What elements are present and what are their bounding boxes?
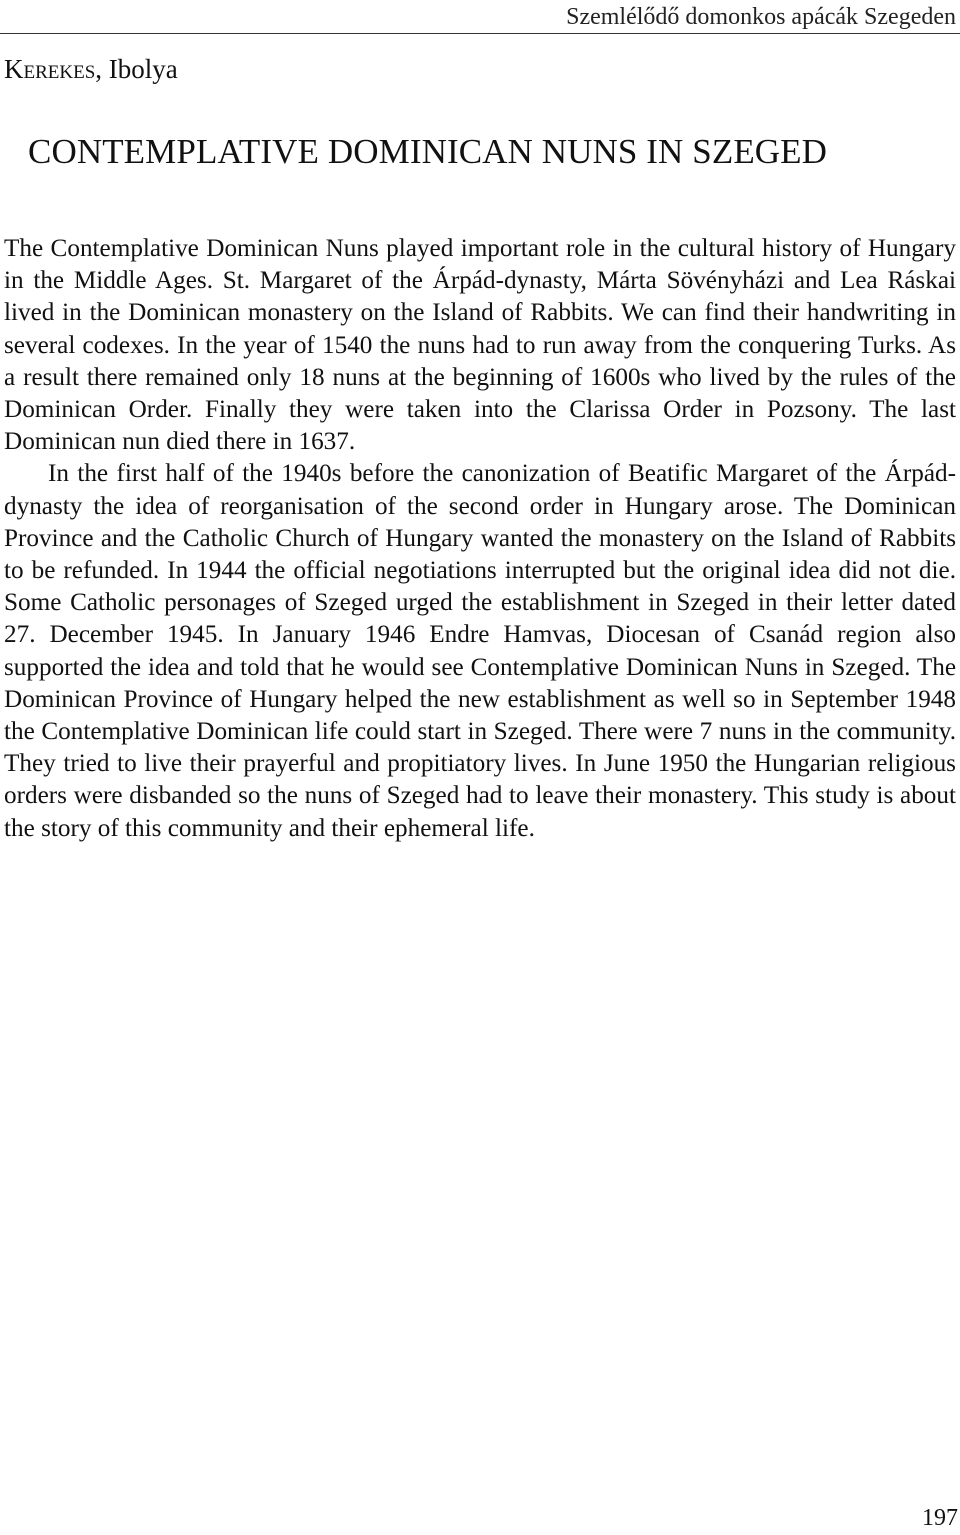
author-separator: ,: [95, 54, 109, 84]
abstract-paragraph-1: The Contemplative Dominican Nuns played important role in the cultural history of Hungary in the Middle Ages. St. Margaret of the Árpád-dynasty, Márta Sövényházi and Lea Ráskai lived in the Dominican monastery on the Island of Rabbits. We can find their handwriting in several codexes. In the year of 1540 the nuns had to run away from the conquering Turks. As a result there remained only 18 nuns at the beginning of 1600s who lived by the rules of the Dominican Order. Finally they were taken into the Clarissa Order in Pozsony. The last Dominican nun died there in 1637.: [4, 235, 956, 456]
author-line: [4, 52, 178, 86]
header-rule: [0, 33, 960, 34]
running-header: Szemlélődő domonkos apácák Szegeden: [566, 4, 956, 30]
article-title: CONTEMPLATIVE DOMINICAN NUNS IN SZEGED: [28, 132, 828, 171]
abstract-paragraph-2: In the first half of the 1940s before the canonization of Beatific Margaret of the Árpád-dynasty the idea of reorganisation of the second order in Hungary arose. The Dominican Province and the Catholic Church of Hungary wanted the monastery on the Island of Rabbits to be refunded. In 1944 the official negotiations interrupted but the original idea did not die. Some Catholic personages of Szeged urged the establishment in Szeged in their letter dated 27. December 1945. In January 1946 Endre Hamvas, Diocesan of Csanád region also supported the idea and told that he would see Contemplative Dominican Nuns in Szeged. The Dominican Province of Hungary helped the new establishment as well so in September 1948 the Contemplative Dominican life could start in Szeged. There were 7 nuns in the community. They tried to live their prayerful and propitiatory lives. In June 1950 the Hungarian religious orders were disbanded so the nuns of Szeged had to leave their monastery. This study is about the story of this community and their ephemeral life.: [4, 460, 956, 842]
page-number: 197: [922, 1505, 958, 1531]
author-given-name: Ibolya: [108, 54, 178, 84]
author-surname: Kerekes: [4, 54, 96, 84]
abstract: [4, 233, 956, 845]
